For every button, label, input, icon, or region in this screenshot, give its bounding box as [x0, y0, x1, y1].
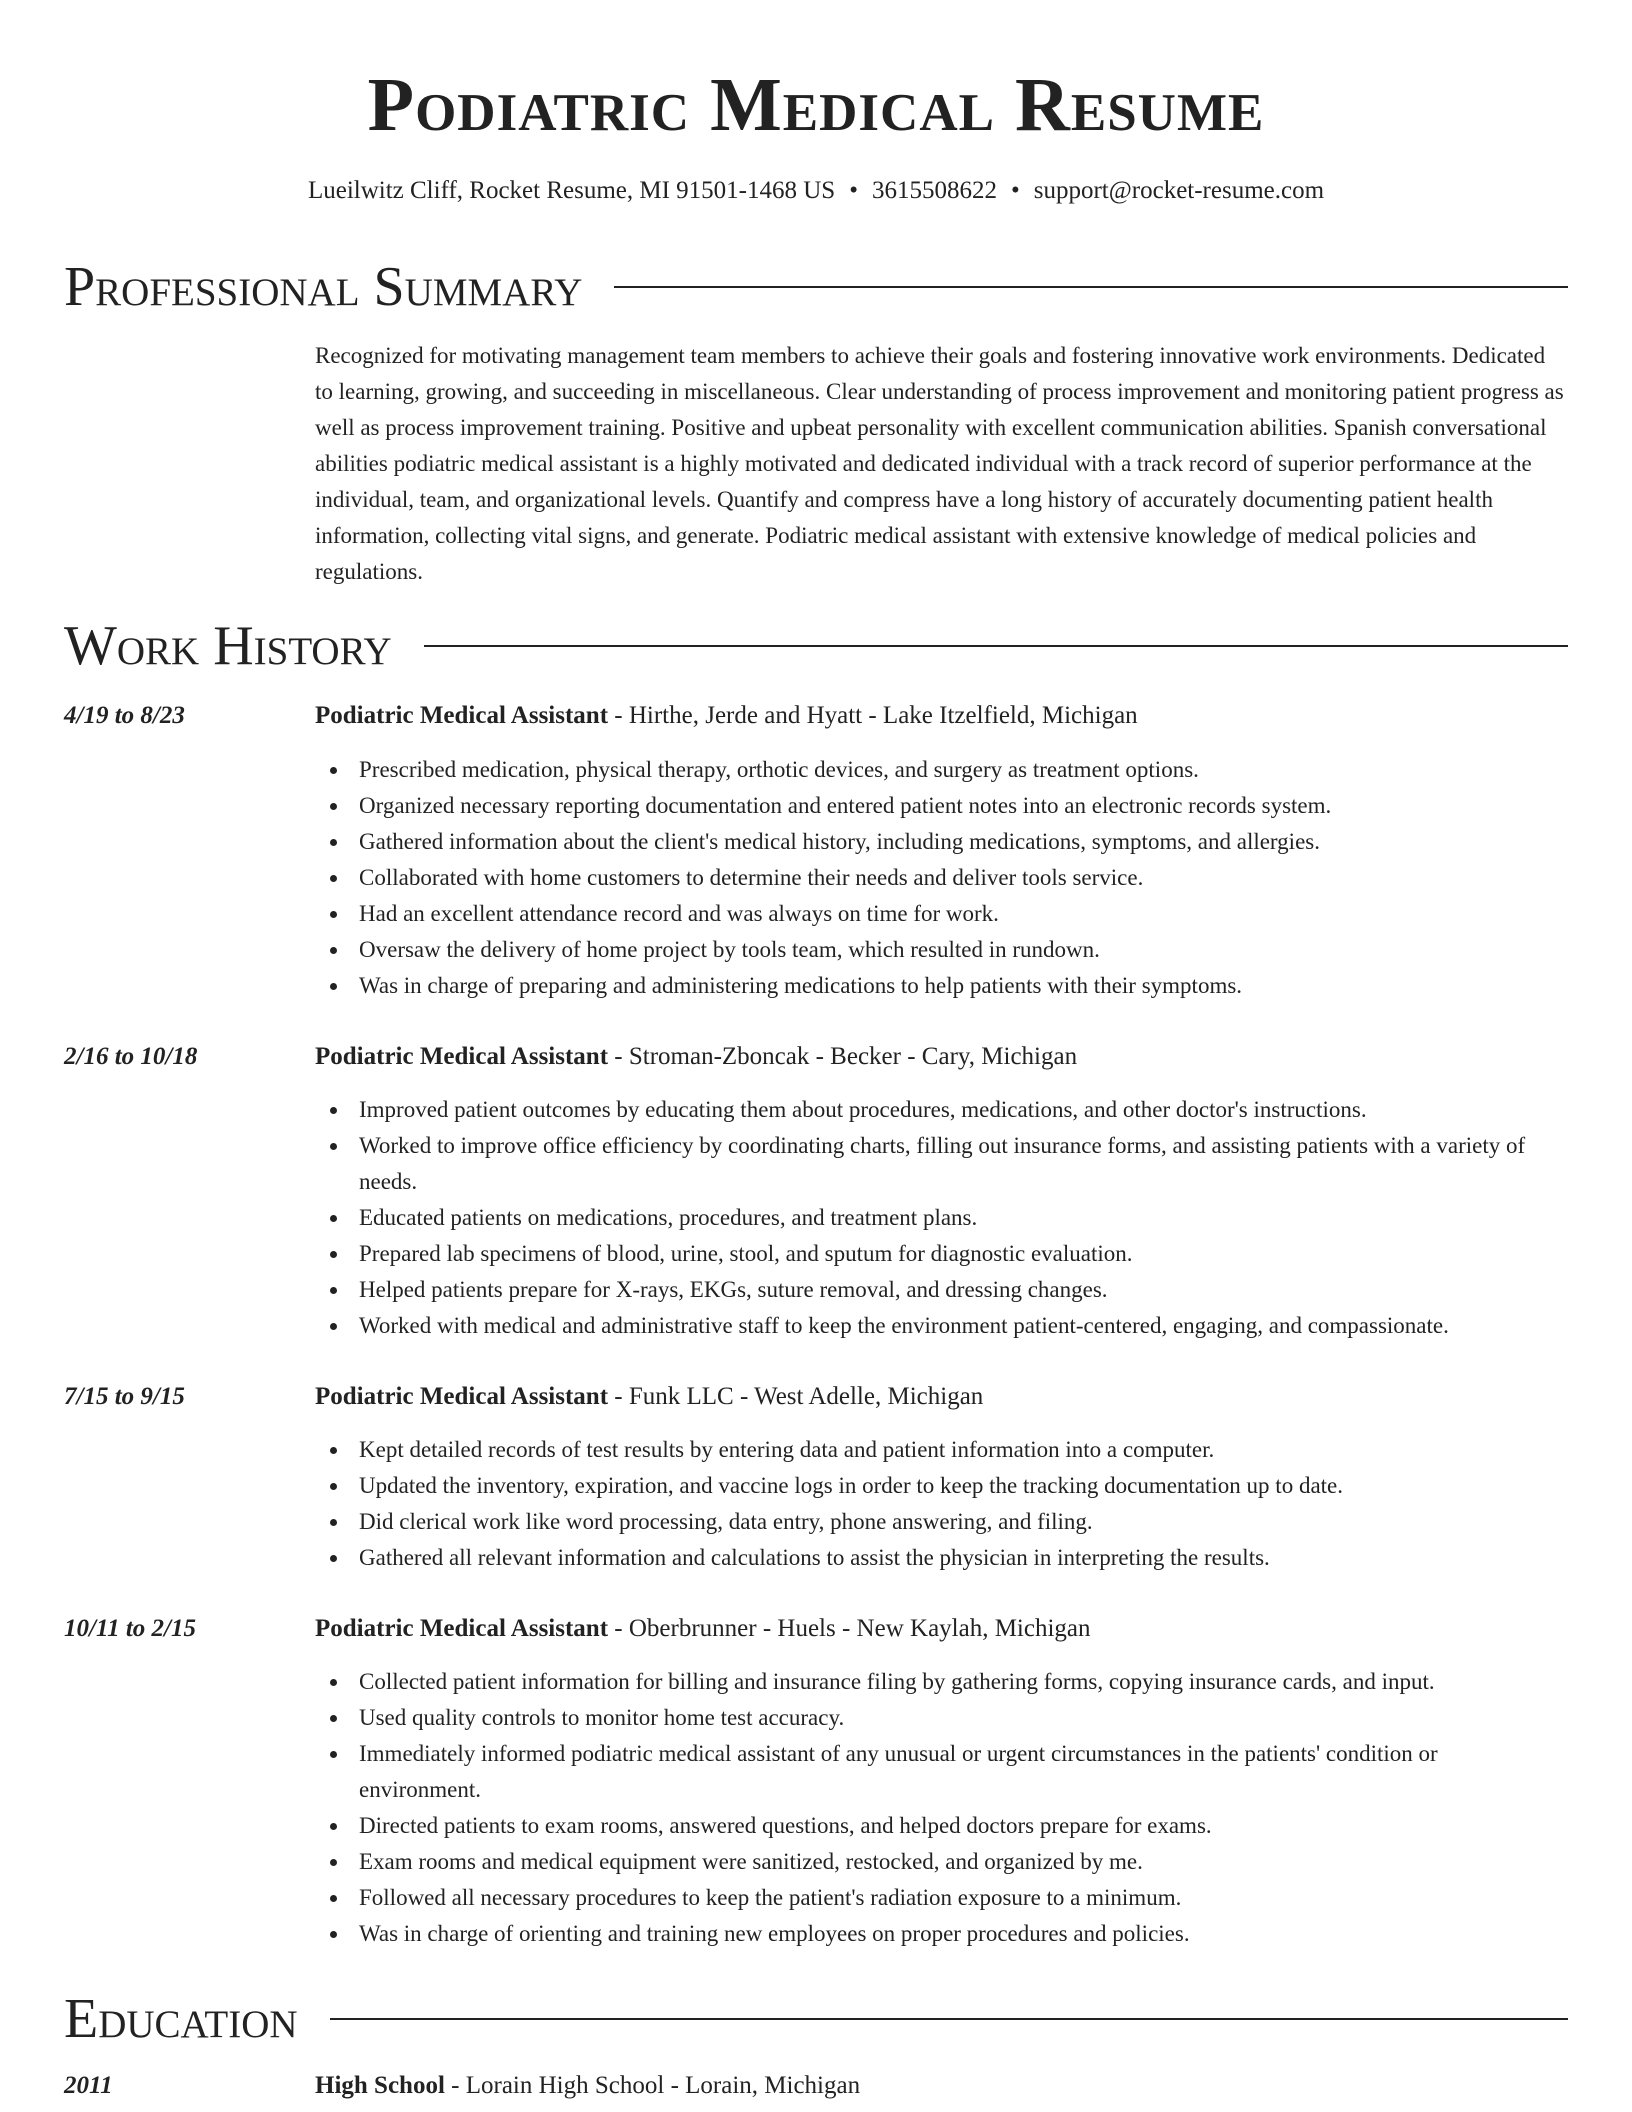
job-bullet: Directed patients to exam rooms, answered questions, and helped doctors prepare for exams.	[315, 1808, 1565, 1844]
job-bullet: Gathered all relevant information and calculations to assist the physician in interpreting the results.	[315, 1540, 1565, 1576]
summary-heading: Professional Summary	[64, 256, 583, 318]
job-bullet: Was in charge of orienting and training new employees on proper procedures and policies.	[315, 1916, 1565, 1952]
job-title: Podiatric Medical Assistant	[315, 1615, 609, 1642]
section-divider	[330, 2018, 1568, 2020]
summary-section-header	[64, 252, 1568, 322]
contact-line	[0, 173, 1632, 209]
job-title: Podiatric Medical Assistant	[315, 1043, 609, 1070]
education-section-header	[64, 1984, 1568, 2054]
job-role	[315, 1379, 1565, 1415]
job-dates: 2/16 to 10/18	[64, 1043, 198, 1070]
section-divider	[614, 286, 1568, 288]
education-dates: 2011	[64, 2072, 113, 2099]
resume-title: Podiatric Medical Resume	[367, 63, 1265, 147]
job-dates: 7/15 to 9/15	[64, 1383, 185, 1410]
job-employer: - Funk LLC - West Adelle, Michigan	[608, 1383, 984, 1410]
job-bullet: Oversaw the delivery of home project by tools team, which resulted in rundown.	[315, 932, 1565, 968]
job-dates: 4/19 to 8/23	[64, 702, 185, 729]
job-bullet: Prepared lab specimens of blood, urine, stool, and sputum for diagnostic evaluation.	[315, 1236, 1565, 1272]
job-bullet: Gathered information about the client's medical history, including medications, symptoms, and allergies.	[315, 824, 1565, 860]
job-bullets	[315, 1092, 1565, 1344]
job-bullet: Collected patient information for billing and insurance filing by gathering forms, copying insurance cards, and input.	[315, 1664, 1565, 1700]
job-employer: - Oberbrunner - Huels - New Kaylah, Michigan	[608, 1615, 1091, 1642]
job-bullet: Exam rooms and medical equipment were sanitized, restocked, and organized by me.	[315, 1844, 1565, 1880]
job-bullet: Followed all necessary procedures to keep the patient's radiation exposure to a minimum.	[315, 1880, 1565, 1916]
job-bullet: Collaborated with home customers to determine their needs and deliver tools service.	[315, 860, 1565, 896]
contact-email: support@rocket-resume.com	[1033, 177, 1325, 204]
work-heading: Work History	[64, 615, 392, 677]
job-role	[315, 1611, 1565, 1647]
job-bullet: Used quality controls to monitor home test accuracy.	[315, 1700, 1565, 1736]
job-bullets	[315, 1664, 1565, 1952]
education-school: - Lorain High School - Lorain, Michigan	[444, 2072, 861, 2099]
job-title: Podiatric Medical Assistant	[315, 702, 609, 729]
job-bullet: Helped patients prepare for X-rays, EKGs, suture removal, and dressing changes.	[315, 1272, 1565, 1308]
contact-separator: •	[849, 177, 858, 204]
job-bullet: Kept detailed records of test results by entering data and patient information into a computer.	[315, 1432, 1565, 1468]
education-degree: High School	[315, 2072, 445, 2099]
job-role	[315, 698, 1565, 734]
job-bullet: Did clerical work like word processing, data entry, phone answering, and filing.	[315, 1504, 1565, 1540]
job-bullet: Had an excellent attendance record and was always on time for work.	[315, 896, 1565, 932]
job-role	[315, 1039, 1565, 1075]
summary-text: Recognized for motivating management team members to achieve their goals and fostering innovative work environments. Dedicated to learning, growing, and succeeding in miscellaneous. Clear understanding of process improvement and monitoring patient progress as well as process improvement training. Positive and upbeat personality with excellent communication abilities. Spanish conversational abilities podiatric medical assistant is a highly motivated and dedicated individual with a track record of superior performance at the individual, team, and organizational levels. Quantify and compress have a long history of accurately documenting patient health information, collecting vital signs, and generate. Podiatric medical assistant with extensive knowledge of medical policies and regulations.	[315, 343, 1564, 584]
job-bullet: Immediately informed podiatric medical assistant of any unusual or urgent circumstances in the patients' condition or environment.	[315, 1736, 1565, 1808]
job-bullet: Organized necessary reporting documentation and entered patient notes into an electronic records system.	[315, 788, 1565, 824]
job-bullet: Was in charge of preparing and administering medications to help patients with their symptoms.	[315, 968, 1565, 1004]
job-bullet: Worked to improve office efficiency by coordinating charts, filling out insurance forms, and assisting patients with a variety of needs.	[315, 1128, 1565, 1200]
job-bullet: Improved patient outcomes by educating them about procedures, medications, and other doctor's instructions.	[315, 1092, 1565, 1128]
education-heading: Education	[64, 1988, 298, 2050]
education-entry	[315, 2068, 1565, 2104]
work-section-header	[64, 611, 1568, 681]
contact-separator: •	[1010, 177, 1020, 204]
contact-address: Lueilwitz Cliff, Rocket Resume, MI 91501-1468 US	[307, 177, 836, 204]
job-bullets	[315, 752, 1565, 1004]
job-dates: 10/11 to 2/15	[64, 1615, 196, 1642]
job-employer: - Hirthe, Jerde and Hyatt - Lake Itzelfield, Michigan	[608, 702, 1138, 729]
job-bullet: Updated the inventory, expiration, and vaccine logs in order to keep the tracking documentation up to date.	[315, 1468, 1565, 1504]
job-employer: - Stroman-Zboncak - Becker - Cary, Michigan	[608, 1043, 1078, 1070]
job-bullet: Educated patients on medications, procedures, and treatment plans.	[315, 1200, 1565, 1236]
contact-phone: 3615508622	[871, 177, 997, 204]
job-bullet: Prescribed medication, physical therapy, orthotic devices, and surgery as treatment options.	[315, 752, 1565, 788]
section-divider	[424, 645, 1568, 647]
job-title: Podiatric Medical Assistant	[315, 1383, 609, 1410]
job-bullet: Worked with medical and administrative staff to keep the environment patient-centered, engaging, and compassionate.	[315, 1308, 1565, 1344]
job-bullets	[315, 1432, 1565, 1576]
